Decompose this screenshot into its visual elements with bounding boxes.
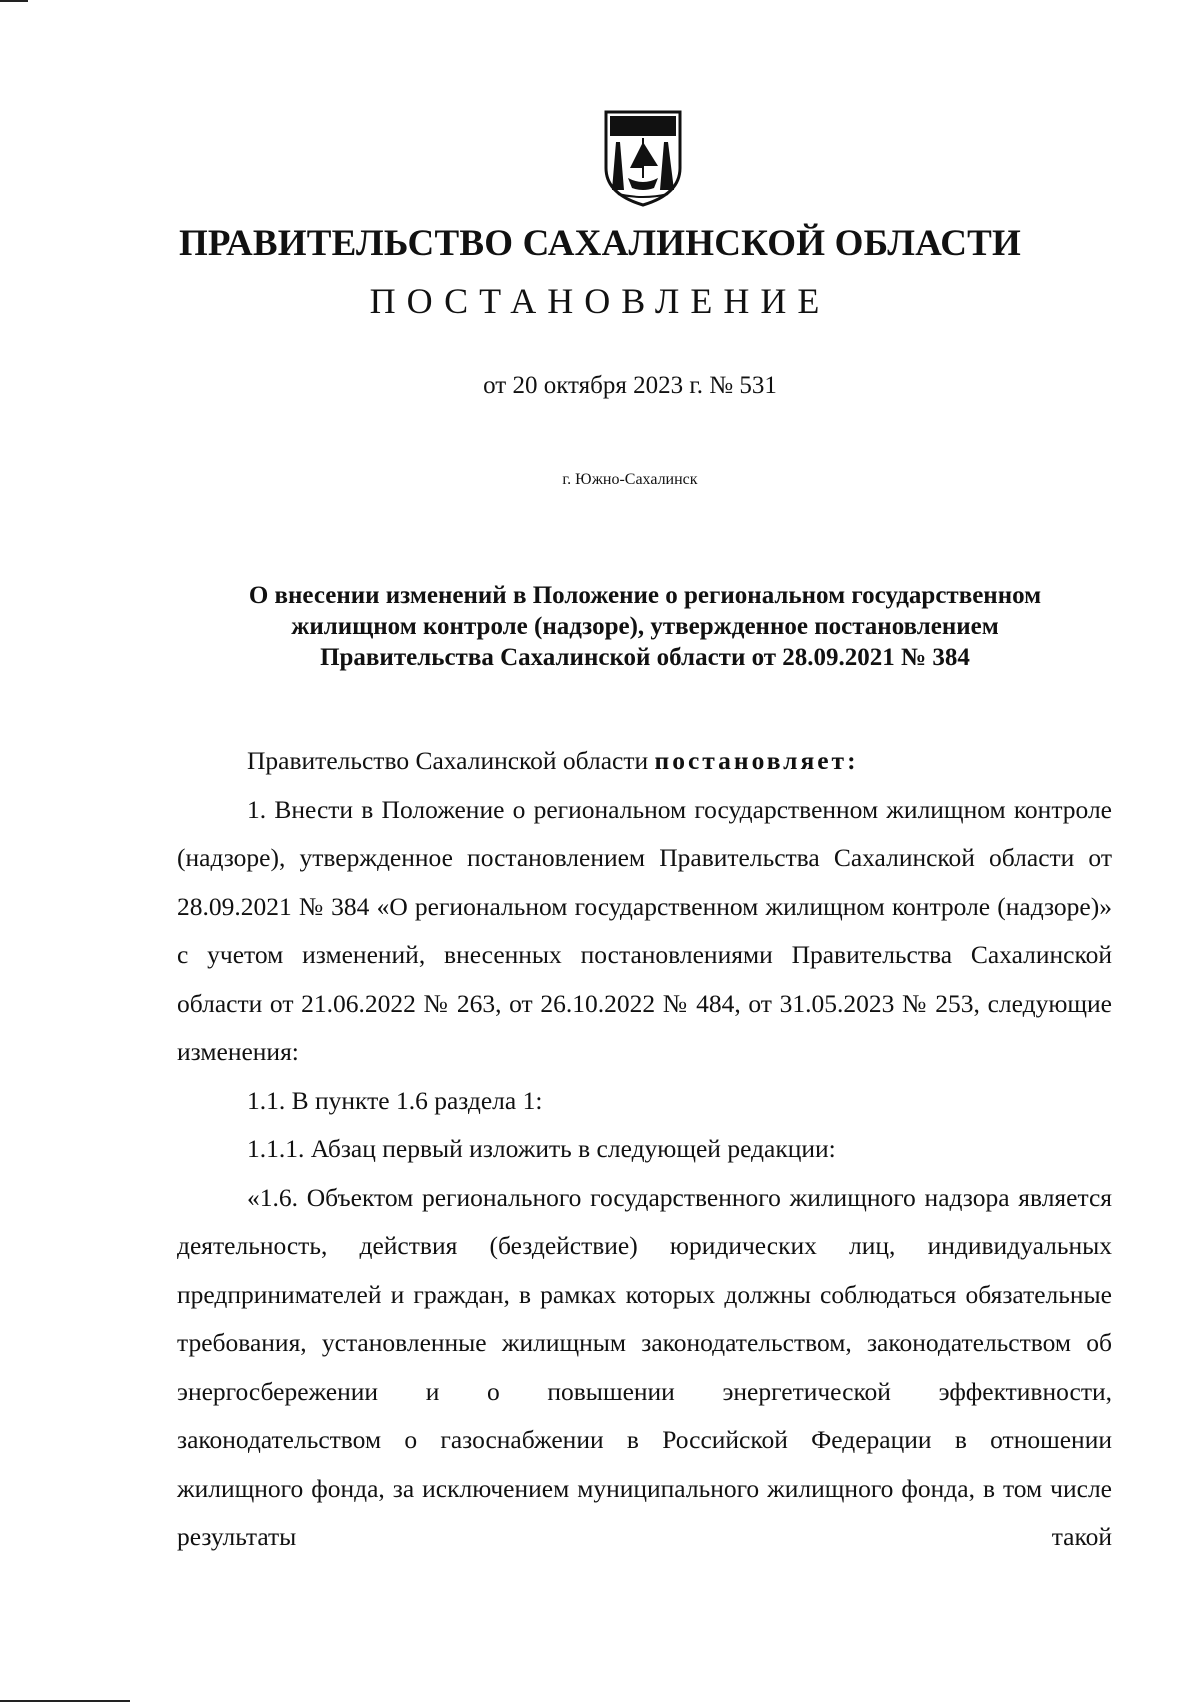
sakhalin-coat-of-arms-icon bbox=[598, 108, 688, 208]
item-1-1-1-paragraph: 1.1.1. Абзац первый изложить в следующей редакции: bbox=[247, 1134, 836, 1163]
subject-line: О внесении изменений в Положение о региональном государственном bbox=[248, 582, 1042, 609]
preamble-emphasis: постановляет: bbox=[654, 746, 859, 775]
organization-title: ПРАВИТЕЛЬСТВО САХАЛИНСКОЙ ОБЛАСТИ bbox=[178, 223, 1022, 264]
document-body bbox=[177, 737, 1112, 1562]
document-type: ПОСТАНОВЛЕНИЕ bbox=[369, 281, 831, 321]
item-1-1-paragraph: 1.1. В пункте 1.6 раздела 1: bbox=[247, 1085, 543, 1115]
subject-line: жилищном контроле (надзоре), утвержденное постановлением bbox=[291, 613, 999, 640]
document-subject bbox=[175, 580, 1115, 673]
subject-line: Правительства Сахалинской области от 28.09.2021 № 384 bbox=[320, 644, 970, 671]
quoted-paragraph: «1.6. Объектом регионального государственного жилищного надзора является деятельность, действия (бездействие) юридических лиц, индивидуальных предпринимателей и граждан, в рамках которых должны соблюдаться обязательные требования, установленные жилищным законодательством, законодательством об энергосбережении и о повышении энергетической эффективности, законодательством о газоснабжении в Российской Федерации в отношении жилищного фонда, за исключением муниципального жилищного фонда, в том числе результаты такой bbox=[177, 1182, 1112, 1551]
document-city: г. Южно-Сахалинск bbox=[562, 471, 698, 488]
scan-edge-mark bbox=[0, 0, 28, 2]
item-1-paragraph: 1. Внести в Положение о региональном государственном жилищном контроле (надзоре), утвержденное постановлением Правительства Сахалинской области от 28.09.2021 № 384 «О региональном государственном жилищном контроле (надзоре)» с учетом изменений, внесенных постановлениями Правительства Сахалинской области от 21.06.2022 № 263, от 26.10.2022 № 484, от 31.05.2023 № 253, следующие изменения: bbox=[177, 794, 1112, 1066]
scan-edge-mark bbox=[0, 1700, 130, 1702]
preamble-text: Правительство Сахалинской области bbox=[247, 746, 655, 775]
preamble-paragraph bbox=[177, 737, 1112, 786]
document-date-number: от 20 октября 2023 г. № 531 bbox=[483, 372, 777, 399]
